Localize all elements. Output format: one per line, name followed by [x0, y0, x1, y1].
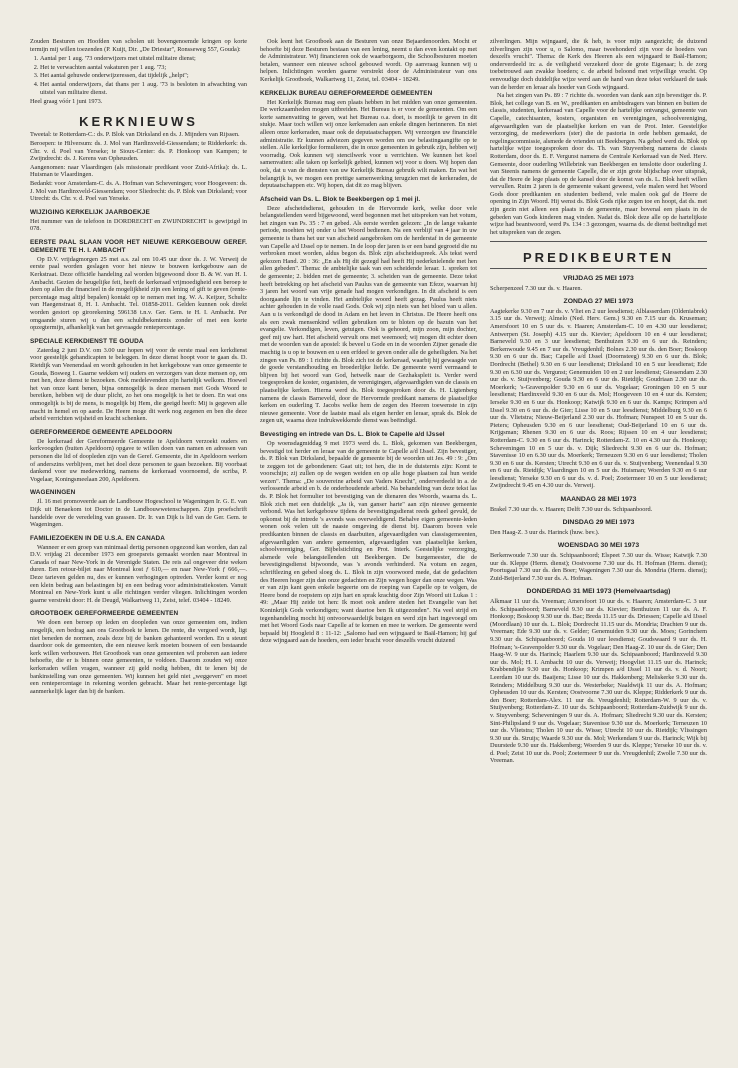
section-text: Op D.V. vrijdagmorgen 25 mei a.s. zal om 10.45 uur door ds. J. W. Verweij de eerste paal worden geslagen voor het nieuw te bouwen kerkgebouw aan de Kerkstraat. Deze officiële handeling zal worden bijgewoond door B. & W. van H. I. Ambacht. Gezien de heugelijke feit, heeft de kerkeraad vrijmoedigheid een beroep te doen op allen die financieel in de mogelijkheid zijn een lening of gift te geven (rente-percentage mag altijd bepalen) kontakt op te nemen met ing. W. A. Keijzer, Schultz van Haegenstraat 8, H. I. Ambacht. Tel. 01858-2011. Gelden kunnen ook direkt worden gestort op girorekening 596138 t.n.v. Ger. Gem. te H. I. Ambacht. Per omgaande sturen wij u dan een schuldbekentenis zonder of met een korte opzegtermijn, afhankelijk van het gevraagde rentepercentage. — [30, 255, 247, 332]
kerknieuws-heading: KERKNIEUWS — [79, 113, 198, 129]
question-list — [30, 55, 247, 96]
day-heading: ZONDAG 27 MEI 1973 — [563, 298, 634, 306]
beroepen-text: Beroepen: te Hilversum: ds. J. Mol van Hardinxveld-Giessendam; te Ridderkerk: ds. Chr. v. d. Poel van Yerseke; te Sioux-Center: ds. P. Honkoop van Kampen; te Zwijndrecht: ds. J. Kerens van Opheusden. — [30, 139, 247, 163]
divider — [490, 241, 707, 242]
bedankt-text: Bedankt: voor Amsterdam-C. ds. A. Hofman van Scheveningen; voor Hoogeveen: ds. J. Mol van Hardinxveld-Giessendam; voor Sliedrecht: ds. P. Blok van Dirksland; voor Utrecht: ds. Chr. v. d. Poel van Yerseke. — [30, 179, 247, 203]
predikbeurten-heading: PREDIKBEURTEN — [523, 250, 674, 266]
day-schedule: Aagtekerke 9.30 en 7 uur ds. v. Vliet en 2 uur leesdienst; Alblasserdam (Oldeniabrek) 3.15 uur ds. Verweij; Almelo (Ned. Herv. Gem.) 9.30 en 7.15 uur ds. Kruseman; Amersfoort 10 en 5 uur ds. v. Haaren; Amsterdam-C. 10 en 4.30 uur leesdienst; Antwerpen (St. Joseph) 4.15 uur ds. Kievier; Apeldoorn 10 en 4 uur leesdienst; Barneveld 9.30 en 3 uur leesdienst; Benthuizen 9.30 en 6 uur ds. Reinders; Berkenwoude 9.45 en 7 uur ds. Vreugdenhil; Bolnes 2.30 uur ds. den Boer; Boskoop 9.30 en 6 uur ds. Bac; Capelle a/d IJssel (Doornsteeg) 9.30 en 6 uur ds. Blok; Dordrecht (Bethel) 9.30 en 6 uur leesdienst; Dirksland 10 en 5 uur leesdienst; Ede 9.30 en 6.30 uur ds. Vergunst; Genemuiden 10 en 2 uur leesdienst; Giessendam 2.30 uur ds. v. Stuijvenberg; Gouda 9.30 en 6 uur ds. Rietdijk; Goudriaan 2.30 uur ds. Moerkerk; 's-Gravenpolder 9.30 en 6 uur ds. Vogelaar; Groningen 10 en 5 uur leesdienst; Hardinxveld 9.30 en 6 uur ds. Mol; Hoogeveen 10 en 4 uur ds. Kersten; Ierseke 9.30 en 6 uur ds. Honkoop; Katwijk 9.30 en 6 uur ds. Kamps; Krimpen a/d IJssel 9.30 en 6 uur ds. de Gier; Lisse 10 en 5 uur leesdienst; Middelburg 9.30 en 6 uur ds. Vlietstra; Nieuw-Beijerland 2.30 uur ds. Hofman; Nunspeet 10 en 5 uur ds. Pieters; Opheusden 9.30 en 6 uur leesdienst; Oud-Beijerland 10 en 6 uur ds. Krijgsman; Rhenen 9.30 en 6 uur ds. Roos; Rijssen 10 en 4 uur leesdienst; Rotterdam-C. 9.30 en 6 uur ds. Harinck; Rotterdam-Z. 10 en 4.30 uur ds. Honkoop; Scheveningen 10 en 5 uur ds. v. Dijk; Sliedrecht 9.30 en 6 uur ds. Hofman; Stavenisse 10 en 6.30 uur ds. Moerkerk; Terneuzen 9.30 en 6 uur leesdienst; Tholen 9.30 en 6 uur ds. Kersten; Utrecht 9.30 en 6 uur ds. v. Stuijvenberg; Veenendaal 9.30 en 6 uur ds. Rietdijk; Vlaardingen 10 en 5 uur ds. Huisman; Woerden 9.30 en 6 uur leesdienst; Yerseke 9.30 en 6 uur ds. v. d. Poel; Zoetermeer 10 en 5 uur leesdienst; Zwijndrecht 9.45 en 4.30 uur ds. Verweij. — [490, 307, 707, 490]
closing-text: Heel graag vóór 1 juni 1973. — [30, 98, 103, 106]
day-schedule: Den Haag-Z. 3 uur ds. Harinck (huw. bev.). — [490, 528, 600, 536]
section-text: Op woensdagmiddag 9 mei 1973 werd ds. L. Blok, gekomen van Beekbergen, bevestigd tot herder en leraar van de gemeente te Capelle a/d IJssel. Zijn bevestiger, ds. P. Blok van Dirksland, bepaalde de gemeente bij de woorden uit Jes. 49 : 9: „Om te zeggen tot de gebondenen: Gaat uit; tot hen, die in de duisternis zijn: Komt te voorschijn; zij zullen op de wegen weiden en op alle hoge plaatsen zal hun weide wezen". Thema: „De souvereine arbeid van Vaders Knecht", onderverdeeld in a. de verlossende arbeid en b. de onderhoudende arbeid. Na behandeling van deze tekst las ds. P. Blok het formulier tot bevestiging van de dienaren des Woords, waarna ds. L. Blok zich met een duidelijk „Ja ik, van ganser harte" aan zijn nieuwe gemeente verbond. Was het kerkgebouw tijdens de bevestigingsdienst reeds geheel gevuld, de opkomst bij de intrede 's avonds was overweldigend. Behalve eigen gemeente-leden wonen ook velen uit de naaste omgeving de dienst bij. Daarom boven vele predikanten binnen de classis en daarbuiten, afgevaardigden van classisgemeenten, afgevaardigden van andere gemeenten, afgevaardigden van plaatselijke kerken, schoolvereniging, Ger. Bijbelstichting en Prot. Interk. Geestelijke verzorging, alsmede vele belangstellenden uit Beekbergen. De burgemeester, die de bevestigingsdienst bijwoonde, was 's avonds verhinderd. Na votum en zegen, schriftlezing en gebed sloeg ds. L. Blok in zijn voorwoord mede, dat de gedachten des Heeren hoger zijn dan onze gedachten en Zijn wegen hoger dan onze wegen. Was er van zijn kant geen enkele begeerte om de roeping van Capelle op te volgen, de Heere bond de roepstem op zijn hart en sprak krachtig door Zijn Woord uit Lukas 1 : 49: „Maar Hij zeide tot hen: Ik moet ook andere steden het Evangelie van het Koninkrijk Gods verkondigen; want daartoe ben Ik uitgezonden". Na veel strijd en tegenhandeling mocht hij ontvoorwaardelijk buigen en werd zijn hart ingevoegd om met het Woord Gods naar Capelle af te komen en mee te werken. De gemeente werd bepaald bij Hoogleid 8 : 11-12: „Salomo had een wijngaard te Baäl-Hamon; hij gaf deze wijngaard aan de hoeders, een ieder bracht voor deszelfs vrucht duizend — [260, 439, 477, 645]
column-1 — [30, 38, 247, 1048]
intrede-text: Na het zingen van Ps. 89 : 7 richtte ds. woorden van dank aan zijn bevestiger ds. P. Blok, het college van B. en W., predikanten en ambtsdragers van binnen en buiten de classis, studenten, kerkeraad van Capelle voor de hartelijke ontvangst, gemeente van Capelle, catechisanten, kosters, organisten en verenigingen, schoolvereniging, afgevaardigden van de plaatselijke kerken en van de Prot. Inter. Geestelijke verzorging, de medewerkers (ster) die de pastoria in orde hebben gemaakt, de regelingscommissie, alsmede de vrienden uit Beekbergen. Na gebed werd ds. Blok op hartelijke wijze toegesproken door ds. Th. van Stuyvenberg namens de classis Rotterdam, door ds. E. F. Vergunst namens de Centrale Kerkeraad van de Ned. Herv. Gemeente, door ouderling Willebrink van Beekbergen en tenslotte door ouderling J. van Steenis namens de gemeente Capelle, die er zijn grote blijdschap over uitsprak, dat de Heere de lege plaats op de kansel door de komst van ds. L. Blok heeft willen vervullen. Ruim 2 jaren is de gemeente vakant geweest, vele malen werd het Woord Gods door predikanten en studenten bediend, vele malen ook gaf de Heere de opening in Zijn Woord. Hij wenst ds. Blok Gods rijke zegen toe en hoopt, dat ds. met zijn gezin niet alleen een plaats in de gemeente, maar bovenal een plaats in de gebeden van Gods kinderen mag vinden. Nadat ds. Blok deze alle op de hartelijkste wijze had beantwoord, werd Ps. 134 : 3 gezongen, waarna ds. de dienst beëindigd met het uitspreken van de zegen. — [490, 92, 707, 236]
section-heading: SPECIALE KERKDIENST TE GOUDA — [30, 337, 144, 345]
section-heading: GROOTBOEK GEREFORMEERDE GEMEENTEN — [30, 610, 179, 618]
list-item: 4. Het aantal onderwijzers, dat thans per 1 aug. '73 is besloten in afwachting van uitstel van militaire dienst. — [40, 81, 247, 96]
day-schedule: Scherpenzeel 7.30 uur ds. v. Haaren. — [490, 284, 583, 292]
section-text: Deze afscheidsdienst, gehouden in de Hervormde kerk, welke door vele belangstellenden werd bijgewoond, werd begonnen met het uitspreken van het votum, het zingen van Ps. 35 : 7 en gebed. Als eerste werden gelezen: „In de lange vakante periode, moehten wij onder u het Woord bedienen. Na een verblijf van 4 jaar in uw gemeente is thans het uur van afscheid aangebroken om de herderstaf in de gemeente van Capelle a/d IJssel op te nemen. In de loop der jaren is er een band gegroeid die nu verbroken moet worden, aldus begon ds. Blok zijn afscheidsspreek. Als tekst werd gekozen Hand. 20 : 36: „En als Hij dit gezegd had heeft Hij nederknielende met hen allen gebeden". Thema: de ambtelijke taak van een scheidende leraar. 1. spreken tot de gemeente; 2. bidden met de gemeente; 3. scheiden van de gemeente. Deze tekst heeft betrekking op het afscheid van Paulus van de gemeente van Efeze, waarvan hij 3 jaren het woord van vrije genade had mogen verkondigen. In dit afscheid is een doorgaande lijn te vinden. Het ambtelijke woord heeft gezag. Paulus heeft niets achter gehouden in de volle raad Gods. Ook wij zijn niets van het bloed van u allen. Aan u is verkondigd de dood in Adam en het leven in Christus. De Heere heeft ons als een zwak mensenkind willen gebruiken om te bloten op de bazuin van het evangelie. Verkondigen, leven, getuigen. Ook is gehoord, mijn zoon, mijn dochter, geef mij uw hart. Het afscheid vervult ons met weemoed; wij mogen dit echter doen met de woorden van de apostel: ik beveel u Gode en in de woorden Zijner genade die machtig is u op te bouwen en u een erfdeel te geven onder alle de geheiligden. Na het zingen van Ps. 89 : 1 richtte ds. Blok zich tot de kerkeraad, waarbij hij gewaagde van de goede verstandhouding en broederlijke liefde. De gemeente werd vermaand te blijven bij het woord van God, hetwelk naar de Gezhakspleit is. Verder werd toegesproken de koster, organisten, de verenigingen, afgevaardigden van de classis en plaatselijke kerken. Hierna werd ds. Blok toegesproken door ds. H. Ligtenberg namens de classis Barneveld, door de Hervormde predikant namens de plaatselijke kerken en ouderling T. Jacobs welke hem de zegen des Heeren toewenste in zijn nieuwe gemeente. Voor de laatste maal als eigen herder en leraar, sprak ds. Blok de zegen uit, waarna deze indrukwekkende dienst was beëindigd. — [260, 204, 477, 425]
section-text: Het nummer van de telefoon in DORDRECHT en ZWIJNDRECHT is gewijzigd in 078. — [30, 217, 247, 233]
column-2 — [260, 38, 477, 1048]
section-text: Het Kerkelijk Bureau mag een plaats hebben in het midden van onze gemeenten. De werkzaamheden mogen uitbreiden. Het Bureau is er voor de gemeenten. Om een korte samenvatting te geven, wat het Bureau o.a. doet, is moeilijk te geven in dit stukje. Maar toch willen wij onze kerkeraden aan enkele dingen herinneren. En niet alleen onze kerkeraden, maar ook de deputaatschappen. Wij verzorgen uw financiële administratie. Er kunnen adviezen gegeven worden om uw belastingaangifte op te stellen. Alle kerkelijke formulieren, die in onze gemeenten in gebruik zijn, hebben wij voorradig. Ook kunnen wij stencilwerk voor u verrichten. We kunnen het koel samenvatten: alle taken op kerkelijk gebied, kunnen wij voor u doen. Wij hopen dan ook, dat u van de diensten van uw Kerkelijk Bureau gebruik wilt maken. En wat het belangrijk is, we mogen een prettige samenwerking terugzien met de kerkeraden, de deputaatschappen etc. Wij hopen, dat dit zo mag blijven. — [260, 98, 477, 190]
section-text: We doen een beroep op leden en doopleden van onze gemeenten om, indien mogelijk, een bedrag aan ons Grootboek te lenen. De rente, die vergoed wordt, ligt niet beneden de normen, zoals deze bij de banken gehanteerd worden. En u steunt daardoor ook de gemeenten, die een nieuwe kerk moeten bouwen of een bestaande kerk willen verbouwen. Het Grootboek van onze gemeenten wil proberen aan iedere behoefte, die er is binnen onze gemeenten, te voldoen. Daarom zouden wij onze kerkeraden willen vragen, wanneer zij geld nodig hebben, dit te lenen bij de bankinstelling van onze gemeenten. Wij kunnen het geld niet „weggeven" en moet een rentepercentage in rekening worden gebracht. Maar het rente-percentage ligt aanmerkelijk lager dan bij de banken. — [30, 619, 247, 695]
intro-text: Zouden Besturen en Hoofden van scholen uit bovengenoemde kringen op korte termijn mij willen toezenden (P. Kuijt, Dir. „De Driestar", Ronsseweg 557, Gouda): — [30, 38, 247, 53]
section-heading: EERSTE PAAL SLAAN VOOR HET NIEUWE KERKGEBOUW GEREF. GEMEENTE TE H. I. AMBACHT — [30, 238, 247, 254]
day-schedule: Alkmaar 11 uur ds. Vreeman; Amersfoort 10 uur ds. v. Haaren; Amsterdam-C. 3 uur ds. Schipaanboord; Barneveld 9.30 uur ds. Kievier; Benthuizen 11 uur ds. A. F. Honkoop; Boskoop 9.30 uur ds. Bac; Breda 11.15 uur ds. Driessen; Capelle a/d IJssel (Moordlaan) 10 uur ds. L. Blok; Dordrecht 11.15 uur ds. Mondria; Drachten 9 uur ds. Vreeman; Ede 9.30 uur ds. v. Gelder; Genemuiden 9.30 uur ds. Moes; Gorinchem 9.30 uur ds. Schipaanboord; Gouda 10 uur leesdienst; Goudswaard 9 uur ds. H. Hofman; 's-Gravenpolder 9.30 uur ds. Vogelaar; Den Haag-Z. 10 uur ds. de Gier; Den Haag-W. 9 uur ds. Harinck; Haarlem 9.30 uur ds. Schipaanboord; Hardinxveld 9.30 uur ds. Mol; H. I. Ambacht 10 uur ds. Verweij; Hoogvliet 11.15 uur ds. Harinck; Krabbendijke 9.30 uur ds. Honkoop; Krimpen a/d IJssel 11 uur ds. v. d. Noort; Leerdam 10 uur ds. Baaijens; Lisse 10 uur ds. Hakkenberg; Meliskerke 9.30 uur ds. Reinders; Middelburg 9.30 uur ds. Westerbeke; Naaldwijk 11 uur ds. A. Hofman; Opheusden 10 uur ds. Kersten; Oostvoorne 7.30 uur ds. Kleppe; Ridderkerk 9 uur ds. den Boer; Rotterdam-Alex. 11 uur ds. Vreugdenhil; Rotterdam-W. 9 uur ds. v. Stuijvenberg; Rotterdam-Z. 10 uur ds. Schipaanboord; Rotterdam-Zuidwijk 9 uur ds. v. Stuyvenberg; Scheveningen 9 uur ds. A. Hofman; Sliedrecht 9.30 uur ds. Kersten; Sint-Philipsland 9 uur ds. Vogelaar; Stavenisse 9.30 uur ds. Moerkerk; Terneuzen 10 uur ds. Vlietstra; Tholen 10 uur ds. Wisse; Utrecht 10 uur ds. Rietdijk; Vlissingen 9.30 uur ds. Struijs; Waarde 9.30 uur ds. Mol; Werkendam 9 uur ds. Harinck; Wijk bij Duurstede 9.30 uur ds. Hakkenberg; Woerden 9 uur ds. Kleppe; Yerseke 10 uur ds. v. d. Poel; Zeist 10 uur ds. Pool; Zoetermeer 9 uur ds. Vreugdenhil; Zwolle 7.30 uur ds. Vreeman. — [490, 598, 707, 765]
day-heading: DINSDAG 29 MEI 1973 — [562, 519, 635, 527]
divider — [490, 268, 707, 269]
section-text: Zaterdag 2 juni D.V. om 3.00 uur hopen wij voor de eerste maal een kerkdienst voor geestelijk gehandicapten te beleggen. In deze dienst hoopt voor te gaan ds. D. Rietdijk van Veenendaal en wordt gehouden in het kerkgebouw van onze gemeente te Gouda, Bosweg 1. Gaarne wekken wij ouders en verzorgers van deze mensen op, om met hen, deze dienst te bezoeken. Ook medelevenden zijn hartelijk welkom. Hoewel het van onze kant benen, bijna onmogelijk is deze mensen met Gods Woord te bereiken, hebben wij de duur plicht, zo het ons mogelijk is het te doen. En wat ons onmogelijk is bij de mens, is mogelijk bij Hem, die geeigd heeft: Mij is gegeven alle macht in hemel en op aarde. De Heere moge dit werk nog zegenen en ben die deze arbeid verrichten wijsheid en kracht schenken. — [30, 346, 247, 423]
aangenomen-text: Aangenomen: naar Vlaardingen (als missionair predikant voor Zuid-Afrika): ds. L. Huisman te Vlaardingen. — [30, 163, 247, 179]
day-heading: VRIJDAG 25 MEI 1973 — [563, 275, 634, 283]
section-text: Jl. 16 mei promoveerde aan de Landbouw Hogeschool te Wageningen Ir. G. E. van Dijk uit Benaekom tot Doctor in de Landbouwwetenschappen. Zijn proefschrift handelde over de veredeling van grassen. Dr. Ir. van Dijk is lid van de Ger. Gem. te Wageningen. — [30, 498, 247, 529]
section-heading: WIJZIGING KERKELIJK JAARBOEKJE — [30, 208, 150, 216]
tweetal-text: Tweetal: te Rotterdam-C.: ds. P. Blok van Dirksland en ds. J. Mijnders van Rijssen. — [30, 131, 240, 139]
section-heading: GEREFORMEERDE GEMEENTE APELDOORN — [30, 428, 173, 436]
list-item: 2. Het te verwachten aantal vakaturen per 1 aug. '73; — [40, 64, 247, 72]
section-heading: KERKELIJK BUREAU GEREFORMEERDE GEMEENTEN — [260, 89, 433, 97]
day-heading: DONDERDAG 31 MEI 1973 (Hemelvaartsdag) — [526, 588, 671, 596]
day-schedule: Berkenwoude 7.30 uur ds. Schipaanboord; Elspeet 7.30 uur ds. Wisse; Katwijk 7.30 uur ds. Kleppe (Herm. dienst); Oostvoorne 7.30 uur ds. H. Hofman (Herm. dienst); Poortugaal 7.30 uur ds. den Boer; Wageningen 7.30 uur ds. Mondria (Herm. dienst); Zuid-Beijerland 7.30 uur ds. A. Hofman. — [490, 552, 707, 582]
list-item: 1. Aantal per 1 aug. '73 onderwijzers met uitstel militaire dienst; — [40, 55, 247, 63]
section-heading: Afscheid van Ds. L. Blok te Beekbergen op 1 mei jl. — [260, 195, 421, 203]
day-schedule: Brakel 7.30 uur ds. v. Haaren; Delft 7.30 uur ds. Schipaanboord. — [490, 505, 653, 513]
day-heading: MAANDAG 28 MEI 1973 — [560, 496, 637, 504]
section-text: De kerkeraad der Gereformeerde Gemeente te Apeldoorn verzoekt ouders en kerkvoogden (buiten Apeldoorn) opgave te willen doen van namen en adressen van personen die lid of doopleden zijn van de Geref. Gemeente, die in Apeldoorn werken of anderszins verblijven, met het doel deze personen te gaan bezoeken. Bij voorbaat dankend voor uw medewerking, namens de kerkeraad voornoemd, de scriba, P. Vogelaar, Koningsmeelaan 200, Apeldoorn. — [30, 437, 247, 483]
section-heading: FAMILIEZOEKEN IN DE U.S.A. EN CANADA — [30, 534, 165, 542]
day-heading: WOENSDAG 30 MEI 1973 — [557, 542, 640, 550]
section-heading: WAGENINGEN — [30, 489, 76, 497]
list-item: 3. Het aantal gehuwde onderwijzeressen, dat tijdelijk „helpt"; — [40, 72, 247, 80]
intrede-continued: zilverlingen. Mijn wijngaard, die ik heb, is voor mijn aangezicht; de duizend zilverlingen zijn voor u, o Salomo, maar tweehonderd zijn voor de hoeders van deszelfs vrucht". Thema: de Kerk des Heeren als een wijngaard te Baäl-Hamon; onderverdeeld in: a. de veiligheid verzekerd door de grote Eigenaar; b. de zorg toebetrouwd aan zwakke hoeders; c. de arbeid beloond met vrijwillige vrucht. Op eenvoudige doch duidelijke wijze werd aan de hand van deze tekst verklaard de taak van de herder en leraar als hoeder van Gods wijngaard. — [490, 38, 707, 91]
section-heading: Bevestiging en intrede van Ds. L. Blok te Capelle a/d IJssel — [260, 430, 445, 438]
column-3 — [490, 38, 707, 1048]
section-text: Wanneer er een groep van minimaal dertig personen opgezond kan worden, dan zal D.V. vrijdag 21 december 1973 een groepsreis gemaakt worden naar Montreal in Canada of naar New-York in de Verenigde Staten. De reis zal ongeveer drie weken duren. Een retour-biljet naar Montreal kost ƒ 610,— en naar New-York ƒ 666,—. Deze tarieven gelden nu, des er kunnen verhogingen optreden. Verder komt er nog een klein bedrag aan belastingen bij en een bedrag voor administratiekosten. Vanuit Montreal en New-York kunt u alle richtingen verder vliegen. Inlichtingen worden gaarne verstrekt door: H. de Deugd, Walkartweg 11, Zeist, telef. 03404 - 18249. — [30, 543, 247, 604]
grootboek-continued: Ook leent het Grootboek aan de Besturen van onze Bejaardenoorden. Mocht er behoefte bij deze Besturen bestaan van een lening, neemt u dan even kontakt op met de Administrateur. Wij financieren ook de waarborgsom, die Schoolbesturen moeten betalen, wanneer een nieuwe school gebouwd wordt. Op aanvraag kunnen wij u helpen. Inlichtingen worden gaarne verstrekt door de Administrateur van ons Kerkelijk Grootboek, Walkartweg 11, Zeist, tel. 03404 - 18249. — [260, 38, 477, 83]
